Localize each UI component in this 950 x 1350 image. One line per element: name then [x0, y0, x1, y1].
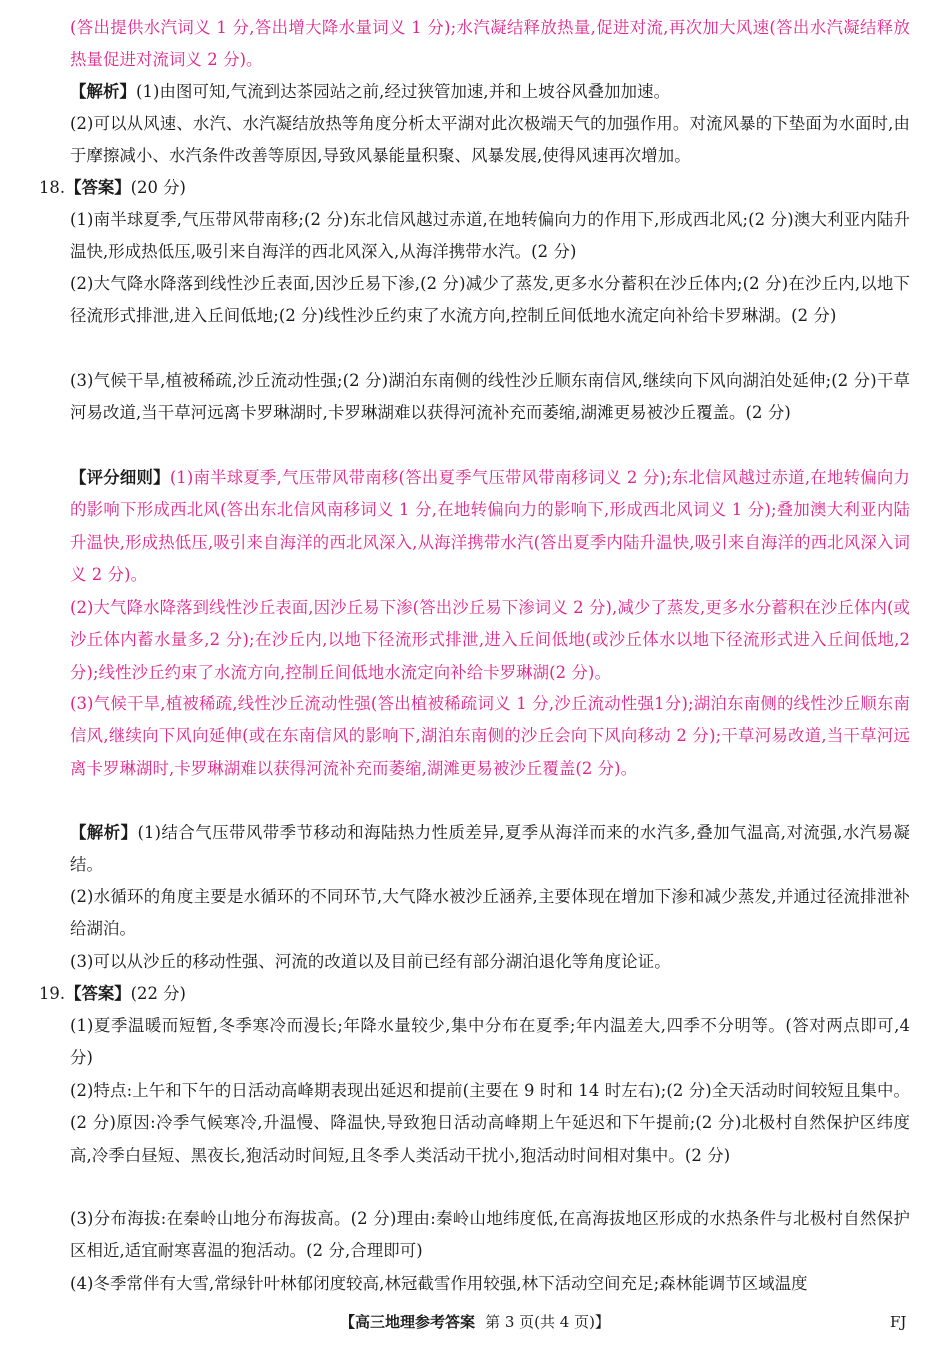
q18-analysis-3: (3)可以从沙丘的移动性强、河流的改道以及目前已经有部分湖泊退化等角度论证。	[70, 952, 671, 971]
q18-answer-2: (2)大气降水降落到线性沙丘表面,因沙丘易下渗,(2 分)减少了蒸发,更多水分蓄积在沙丘体内;(2 分)在沙丘内,以地下径流形式排泄,进入丘间低地;(2 分)线性沙丘约束了水流方向,控制丘间低地水流定向补给卡罗琳湖。(2 分)	[70, 274, 910, 326]
q18-answer-1: (1)南半球夏季,气压带风带南移;(2 分)东北信风越过赤道,在地转偏向力的作用下,形成西北风;(2 分)澳大利亚内陆升温快,形成热低压,吸引来自海洋的西北风深入,从海洋携带水汽。(2 分)	[70, 210, 910, 262]
q19-answer-4: (4)冬季常伴有大雪,常绿针叶林郁闭度较高,林冠截雪作用较强,林下活动空间充足;森林能调节区域温度	[70, 1274, 808, 1293]
answer-tag: 【答案】	[65, 178, 131, 197]
q18-rubric-1-text: (1)南半球夏季,气压带风带南移(答出夏季气压带风带南移词义 2 分);东北信风越过赤道,在地转偏向力的影响下形成西北风(答出东北信风南移词义 1 分,在地转偏向力的影响下,形成西北风词义 1 分);叠加澳大利亚内陆升温快,形成热低压,吸引来自海洋的西北风深入,从海洋携带水汽(答出夏季内陆升温快,吸引来自海洋的西北风深入词义 2 分)。	[70, 468, 910, 584]
q18-num: 18.	[39, 178, 66, 197]
rubric-tag: 【评分细则】	[70, 468, 170, 487]
q19-answer-2: (2)特点:上午和下午的日活动高峰期表现出延迟和提前(主要在 9 时和 14 时左右);(2 分)全天活动时间较短且集中。(2 分)原因:冷季气候寒冷,升温慢、降温快,导致狍日活动高峰期上午延迟和下午提前;(2 分)北极村自然保护区纬度高,冷季白昼短、黑夜长,狍活动时间短,且冬季人类活动干扰小,狍活动时间相对集中。(2 分)	[70, 1081, 910, 1165]
q17-analysis-2: (2)可以从风速、水汽、水汽凝结放热等角度分析太平湖对此次极端天气的加强作用。对流风暴的下垫面为水面时,由于摩擦减小、水汽条件改善等原因,导致风暴能量积聚、风暴发展,使得风速再次增加。	[70, 114, 910, 166]
footer-title: 【高三地理参考答案	[340, 1313, 476, 1331]
q18-analysis-1	[70, 817, 910, 882]
analysis-tag-18: 【解析】	[70, 823, 138, 842]
q18-analysis-1-text: (1)结合气压带风带季节移动和海陆热力性质差异,夏季从海洋而来的水汽多,叠加气温高,对流强,水汽易凝结。	[70, 823, 910, 875]
q18-rubric-2: (2)大气降水降落到线性沙丘表面,因沙丘易下渗(答出沙丘易下渗词义 2 分),减少了蒸发,更多水分蓄积在沙丘体内(或沙丘体内蓄水量多,2 分);在沙丘内,以地下径流形式排泄,进入丘间低地(或沙丘体水以地下径流形式进入丘间低地,2 分);线性沙丘约束了水流方向,控制丘间低地水流定向补给卡罗琳湖(2 分)。	[70, 598, 910, 682]
q18-answer-3: (3)气候干旱,植被稀疏,沙丘流动性强;(2 分)湖泊东南侧的线性沙丘顺东南信风,继续向下风向湖泊处延伸;(2 分)干草河易改道,当干草河远离卡罗琳湖时,卡罗琳湖难以获得河流补充而萎缩,湖滩更易被沙丘覆盖。(2 分)	[70, 371, 910, 423]
analysis-tag: 【解析】	[70, 82, 136, 101]
page-footer	[0, 1310, 950, 1334]
q19-score: (22 分)	[130, 984, 186, 1003]
q19-answer-1: (1)夏季温暖而短暂,冬季寒冷而漫长;年降水量较少,集中分布在夏季;年内温差大,四季不分明等。(答对两点即可,4 分)	[70, 1016, 910, 1068]
q19-number	[39, 978, 186, 1010]
q17-analysis-1	[70, 76, 910, 108]
q19-answer-3: (3)分布海拔:在秦岭山地分布海拔高。(2 分)理由:秦岭山地纬度低,在高海拔地区形成的水热条件与北极村自然保护区相近,适宜耐寒喜温的狍活动。(2 分,合理即可)	[70, 1209, 910, 1261]
q18-rubric-3: (3)气候干旱,植被稀疏,线性沙丘流动性强(答出植被稀疏词义 1 分,沙丘流动性强1分);湖泊东南侧的线性沙丘顺东南信风,继续向下风向延伸(或在东南信风的影响下,湖泊东南侧的沙丘会向下风向移动 2 分);干草河易改道,当干草河远离卡罗琳湖时,卡罗琳湖难以获得河流补充而萎缩,湖滩更易被沙丘覆盖(2 分)。	[70, 694, 910, 778]
q17-analysis-1-text: (1)由图可知,气流到达茶园站之前,经过狭管加速,并和上坡谷风叠加加速。	[135, 82, 671, 101]
q18-score: (20 分)	[130, 178, 186, 197]
page-number: 第 3 页(共 4 页)】	[485, 1313, 610, 1331]
q17-rubric-tail: (答出提供水汽词义 1 分,答出增大降水量词义 1 分);水汽凝结释放热量,促进对流,再次加大风速(答出水汽凝结释放热量促进对流词义 2 分)。	[70, 18, 910, 70]
q18-rubric-1	[70, 462, 910, 591]
q19-num: 19.	[39, 984, 66, 1003]
q18-number	[39, 172, 186, 204]
q18-analysis-2: (2)水循环的角度主要是水循环的不同环节,大气降水被沙丘涵养,主要体现在增加下渗和减少蒸发,并通过径流排泄补给湖泊。	[70, 887, 910, 939]
footer-code: FJ	[890, 1313, 907, 1331]
answer-tag-19: 【答案】	[65, 984, 131, 1003]
